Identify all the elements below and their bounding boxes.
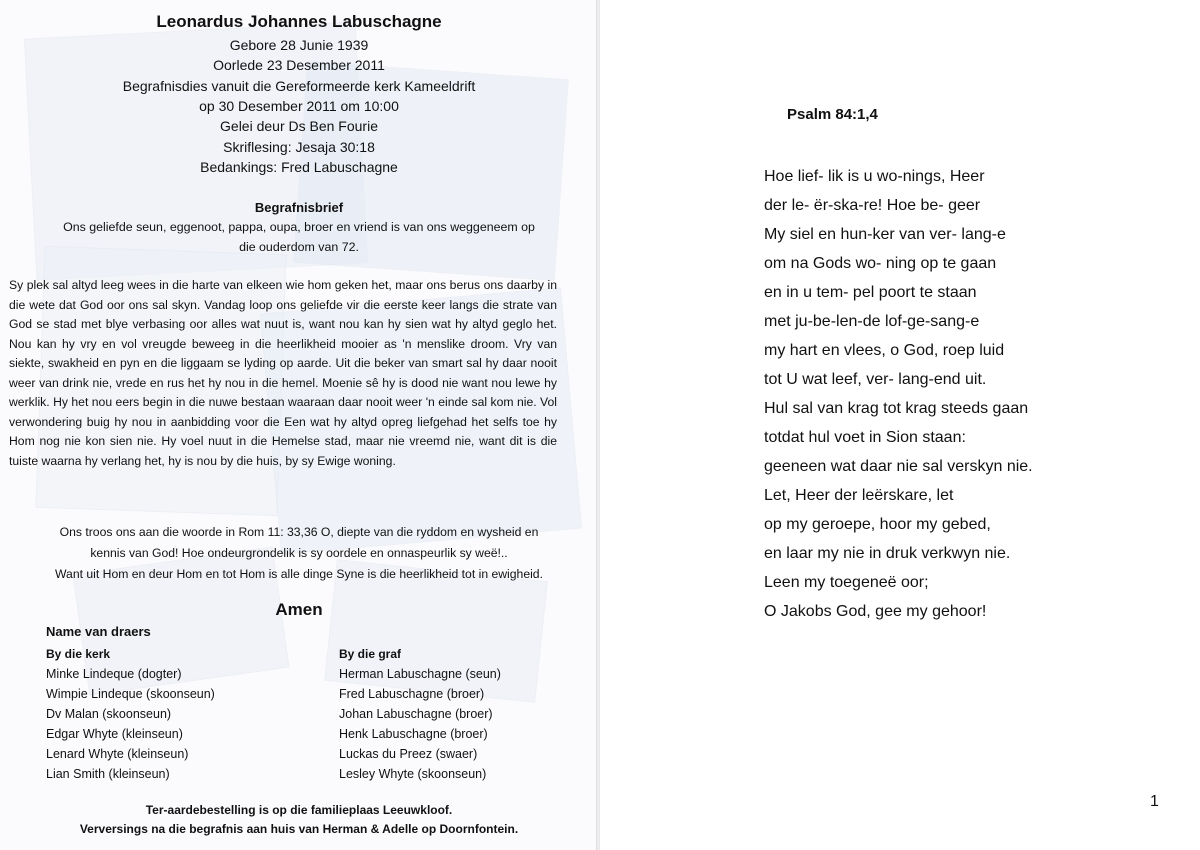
church-bearers-list [46,664,215,784]
lyric-line: tot U wat leef, ver- lang-end uit. [764,371,987,388]
list-item: Edgar Whyte (kleinseun) [46,727,183,741]
psalm-lyrics [764,162,1033,626]
list-item: Wimpie Lindeque (skoonseun) [46,687,215,701]
list-item: Henk Labuschagne (broer) [339,727,488,741]
lyric-line: Leen my toegeneë oor; [764,574,929,591]
list-item: Herman Labuschagne (seun) [339,667,501,681]
service-location: Begrafnisdies vanuit die Gereformeerde kerk Kameeldrift [122,78,476,94]
lyric-line: met ju-be-len-de lof-ge-sang-e [764,313,980,330]
list-item: Fred Labuschagne (broer) [339,687,485,701]
lyric-line: om na Gods wo- ning op te gaan [764,255,997,272]
grave-bearers-list [339,664,501,784]
refreshments-note: Verversings na die begrafnis aan huis van Herman & Adelle op Doornfontein. [79,822,519,836]
deceased-name: Leonardus Johannes Labuschagne [156,12,442,31]
lyric-line: en in u tem- pel poort te staan [764,284,977,301]
lyric-line: my hart en vlees, o God, roep luid [764,342,1005,359]
list-item: Lenard Whyte (kleinseun) [46,747,189,761]
lyric-line: My siel en hun-ker van ver- lang-e [764,226,1006,243]
grave-bearers-heading: By die graf [339,647,402,661]
acknowledgements: Bedankings: Fred Labuschagne [200,159,398,175]
lyric-line: der le- ër-ska-re! Hoe be- geer [764,197,981,214]
lyric-line: op my geroepe, hoor my gebed, [764,516,991,533]
letter-title: Begrafnisbrief [254,200,344,215]
lyric-line: Hul sal van krag tot krag steeds gaan [764,400,1029,417]
list-item: Lesley Whyte (skoonseun) [339,767,487,781]
lyric-line: O Jakobs God, gee my gehoor! [764,603,987,620]
comfort-verse-line: kennis van God! Hoe ondeurgrondelik is sy oordele en onnaspeurlik sy weë!.. [90,546,508,560]
bearers-heading: Name van draers [46,624,151,639]
church-bearers-heading: By die kerk [46,647,111,661]
death-date: Oorlede 23 Desember 2011 [213,57,385,73]
lyric-line: en laar my nie in druk verkwyn nie. [764,545,1011,562]
lyric-line: Let, Heer der leërskare, let [764,487,954,504]
burial-note: Ter-aardebestelling is op die familieplaas Leeuwkloof. [145,803,453,817]
comfort-verse-line: Want uit Hom en deur Hom en tot Hom is alle dinge Syne is die heerlikheid tot in ewigheid. [55,567,543,581]
officiant: Gelei deur Ds Ben Fourie [220,118,378,134]
letter-intro-line: Ons geliefde seun, eggenoot, pappa, oupa, broer en vriend is van ons weggeneem op [63,220,535,234]
list-item: Johan Labuschagne (broer) [339,707,493,721]
list-item: Minke Lindeque (dogter) [46,667,182,681]
lyric-line: Hoe lief- lik is u wo-nings, Heer [764,168,985,185]
lyric-line: totdat hul voet in Sion staan: [764,429,966,446]
lyric-line: geeneen wat daar nie sal verskyn nie. [764,458,1033,475]
comfort-verse-line: Ons troos ons aan die woorde in Rom 11: 33,36 O, diepte van die ryddom en wysheid en [59,525,539,539]
letter-body: Sy plek sal altyd leeg wees in die harte van elkeen wie hom geken het, maar ons berus ons daarby in die wete dat God oor ons sal skyn. Vandag loop ons geliefde vir die eerste keer langs die strate van God se stad met blye verbasing oor alles wat nuut is, want nou kan hy sien wat hy altyd geglo het. Nou kan hy vry en vol vreugde beweeg in die heerlikheid mooier as 'n menslike droom. Vry van siekte, swakheid en pyn en die liggaam se lyding op aarde. Uit die beker van smart sal hy daar nooit weer van drink nie, vrede en rus het hy nou in die hemel. Moenie sê hy is dood nie want nou lewe hy werklik. Hy het nou eers begin in die nuwe bestaan waaraan daar nooit weer 'n einde sal kom nie. Vol verwondering buig hy nou in aanbidding voor die Een wat hy altyd opreg liefgehad het selfs toe hy Hom nog nie kon sien nie. Hy voel nuut in die Hemelse stad, maar nie vreemd nie, want dit is die tuiste waarna hy verlang het, hy is nou by die huis, by sy Ewige woning. [9,278,557,468]
list-item: Dv Malan (skoonseun) [46,707,172,721]
left-page [0,0,598,850]
letter-intro-line: die ouderdom van 72. [239,240,359,254]
birth-date: Gebore 28 Junie 1939 [229,37,369,53]
service-date: op 30 Desember 2011 om 10:00 [199,98,399,114]
page-number: 1 [1150,793,1159,810]
scripture-reading: Skriflesing: Jesaja 30:18 [223,139,375,155]
list-item: Lian Smith (kleinseun) [46,767,170,781]
amen-heading: Amen [275,600,323,619]
psalm-title: Psalm 84:1,4 [787,106,878,123]
list-item: Luckas du Preez (swaer) [339,747,478,761]
